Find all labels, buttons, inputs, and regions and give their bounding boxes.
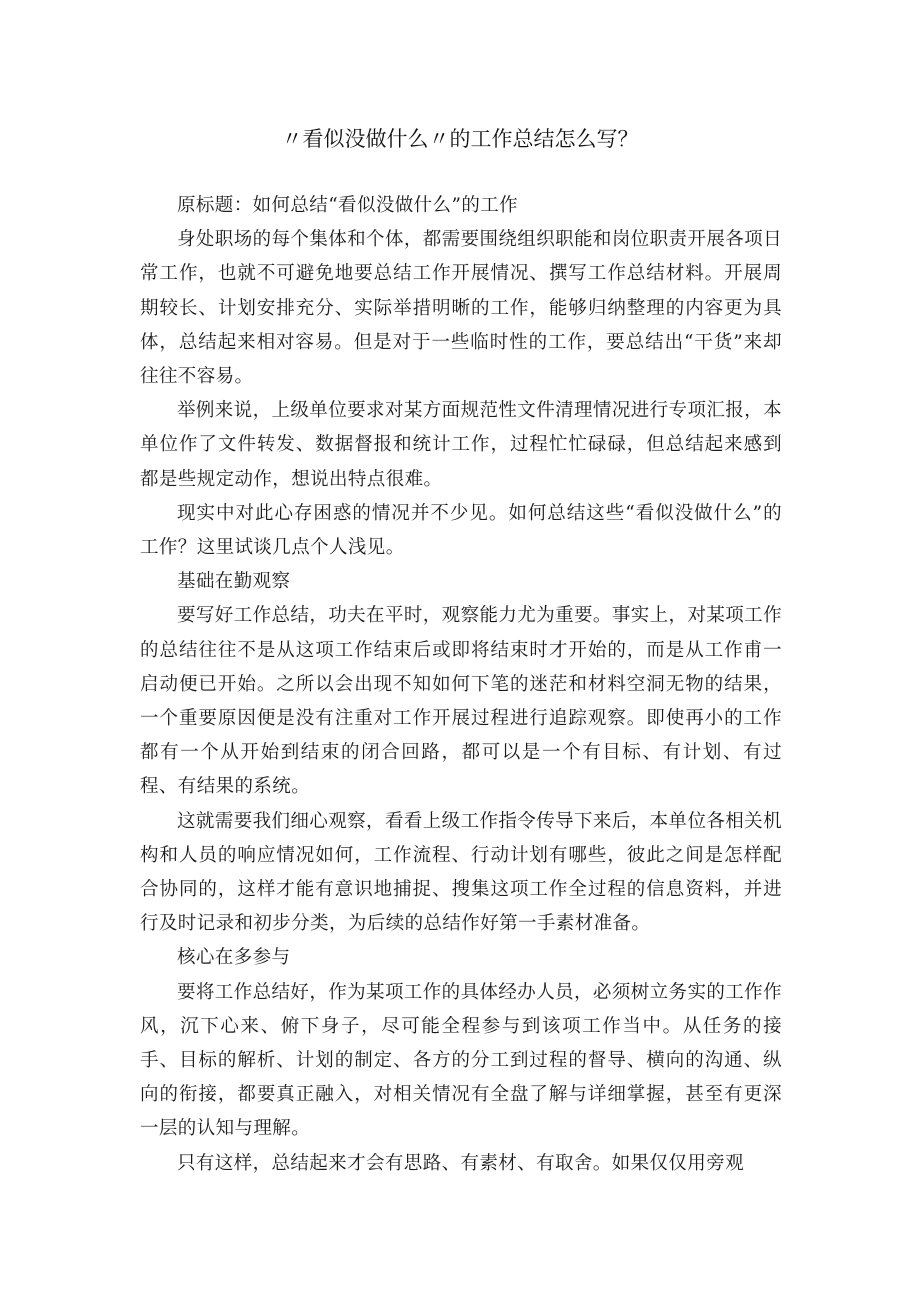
subtitle-paragraph: 原标题：如何总结“看似没做什么”的工作 <box>177 195 519 216</box>
body-paragraph: 只有这样，总结起来才会有思路、有素材、有取舍。如果仅仅用旁观 <box>177 1152 745 1174</box>
body-paragraph: 举例来说，上级单位要求对某方面规范性文件清理情况进行专项汇报，本单位作了文件转发、数据督报和统计工作，过程忙忙碌碌，但总结起来感到都是些规定动作，想说出特点很难。 <box>140 400 782 490</box>
body-paragraph: 这就需要我们细心观察，看看上级工作指令传导下来后，本单位各相关机构和人员的响应情况如何，工作流程、行动计划有哪些，彼此之间是怎样配合协同的，这样才能有意识地捕捉、搜集这项工作全过程的信息资料，并进行及时记录和初步分类，为后续的总结作好第一手素材准备。 <box>140 810 782 935</box>
document-body <box>140 189 782 1181</box>
document-title: 〃看似没做什么〃的工作总结怎么写？ <box>281 127 639 151</box>
section-heading: 核心在多参与 <box>177 947 291 969</box>
body-paragraph: 现实中对此心存困惑的情况并不少见。如何总结这些“看似没做什么”的工作？这里试谈几点个人浅见。 <box>140 502 782 559</box>
body-paragraph: 要将工作总结好，作为某项工作的具体经办人员，必须树立务实的工作作风，沉下心来、俯下身子，尽可能全程参与到该项工作当中。从任务的接手、目标的解析、计划的制定、各方的分工到过程的督导、横向的沟通、纵向的衔接，都要真正融入，对相关情况有全盘了解与详细掌握，甚至有更深一层的认知与理解。 <box>140 981 782 1140</box>
body-paragraph: 要写好工作总结，功夫在平时，观察能力尤为重要。事实上，对某项工作的总结往往不是从这项工作结束后或即将结束时才开始的，而是从工作甫一启动便已开始。之所以会出现不知如何下笔的迷茫和材料空洞无物的结果，一个重要原因便是没有注重对工作开展过程进行追踪观察。即使再小的工作都有一个从开始到结束的闭合回路，都可以是一个有目标、有计划、有过程、有结果的系统。 <box>140 605 782 798</box>
body-paragraph: 身处职场的每个集体和个体，都需要围绕组织职能和岗位职责开展各项日常工作，也就不可避免地要总结工作开展情况、撰写工作总结材料。开展周期较长、计划安排充分、实际举措明晰的工作，能够归纳整理的内容更为具体，总结起来相对容易。但是对于一些临时性的工作，要总结出“干货”来却往往不容易。 <box>140 229 782 388</box>
section-heading: 基础在勤观察 <box>177 571 291 593</box>
